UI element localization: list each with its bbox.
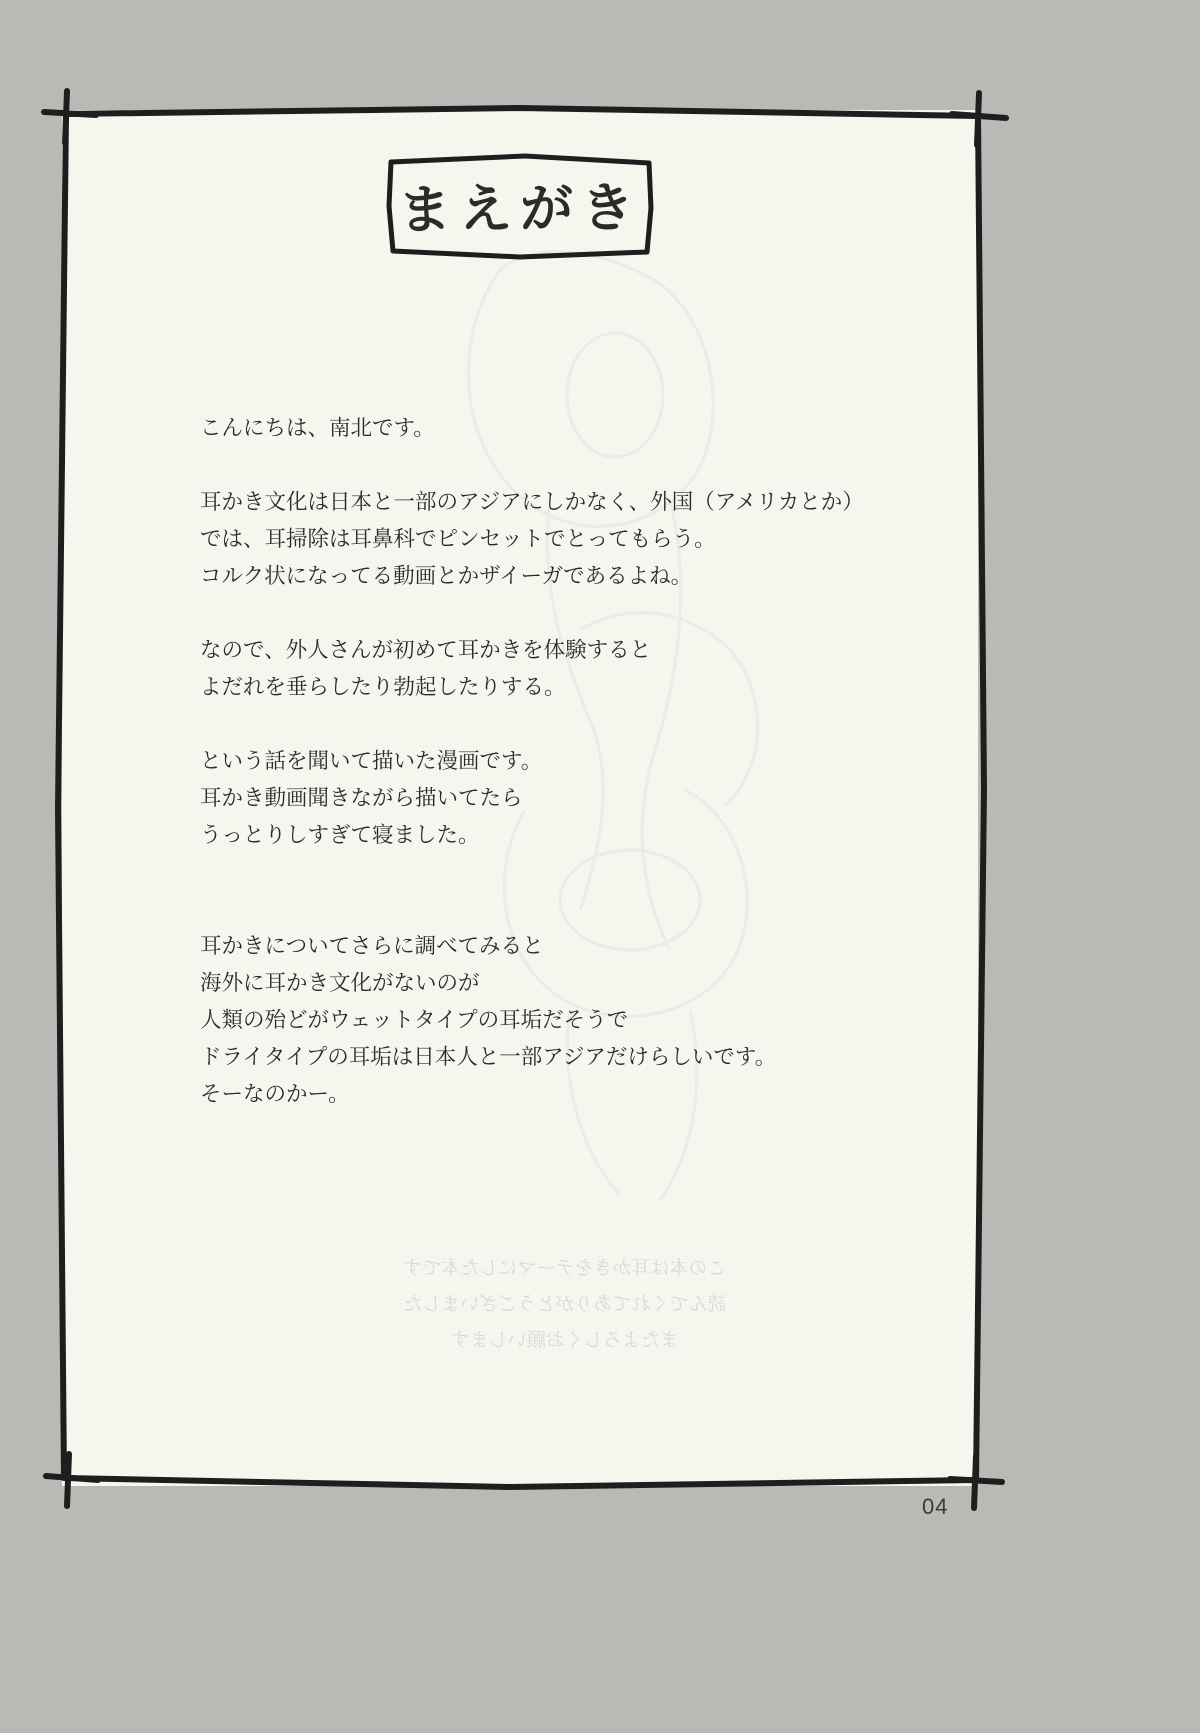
page-number: 04: [922, 1494, 949, 1519]
paragraph: [200, 632, 940, 706]
text-line: という話を聞いて描いた漫画です。: [200, 749, 543, 774]
text-line: よだれを垂らしたり勃起したりする。: [200, 675, 566, 700]
text-line: 耳かき動画聞きながら描いてたら: [200, 786, 523, 811]
paragraph: [200, 410, 940, 447]
paragraph: [200, 743, 940, 854]
page-title: まえがき: [397, 177, 643, 242]
text-line: 耳かきについてさらに調べてみると: [200, 934, 544, 959]
text-line: こんにちは、南北です。: [200, 416, 435, 441]
preface-body: [200, 410, 940, 1150]
title-box: [385, 150, 655, 260]
paragraph: [200, 484, 940, 595]
text-line: 人類の殆どがウェットタイプの耳垢だそうで: [200, 1008, 629, 1033]
text-line: なので、外人さんが初めて耳かきを体験すると: [200, 638, 652, 663]
bleed-line: またよろしくお願いします: [451, 1329, 680, 1351]
bleed-line: この本は耳かきをテーマにした本です: [403, 1257, 727, 1279]
bleed-line: 読んでくれてありがとうございました: [403, 1293, 727, 1315]
text-line: コルク状になってる動画とかザイーガであるよね。: [200, 564, 693, 589]
text-line: 耳かき文化は日本と一部のアジアにしかなく、外国（アメリカとか）: [200, 490, 864, 515]
text-line: 海外に耳かき文化がないのが: [200, 971, 480, 996]
paragraph: [200, 928, 940, 1113]
text-line: そーなのかー。: [200, 1082, 350, 1107]
text-line: では、耳掃除は耳鼻科でピンセットでとってもらう。: [200, 527, 716, 552]
text-line: ドライタイプの耳垢は日本人と一部アジアだけらしいです。: [200, 1045, 777, 1070]
text-line: うっとりしすぎて寝ました。: [200, 823, 480, 848]
